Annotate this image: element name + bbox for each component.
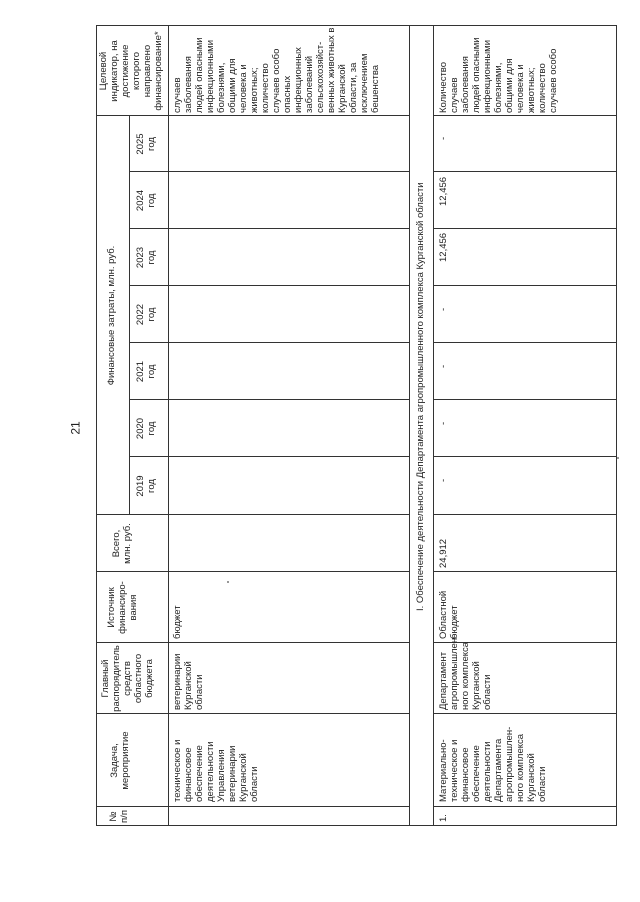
header-costs: Финансовые затраты, млн. руб. xyxy=(106,245,117,386)
header-total: Всего, млн. руб. xyxy=(111,523,133,564)
row2-distributor: Департамент агропромышлен- ного комплекса Курганской области xyxy=(438,634,493,710)
header-target: Целевой индикатор, на достижение которого направлено финансирование* xyxy=(98,31,164,111)
table-top-border xyxy=(96,25,97,826)
row2-year-2024: 12,456 xyxy=(438,176,449,206)
row2-year-2020: - xyxy=(438,421,449,425)
col-2023-right-border xyxy=(129,228,409,229)
header-year-2020: 2020 год xyxy=(135,417,157,440)
header-year-2019: 2019 год xyxy=(135,475,157,497)
header-num: № п/п xyxy=(108,810,130,823)
row2-year-2023: 12,456 xyxy=(438,232,449,262)
col-2020-right-border xyxy=(129,399,409,400)
header-year-2021: 2021 год xyxy=(135,360,157,383)
row2-year-2022: - xyxy=(438,307,449,311)
header-year-2022: 2022 год xyxy=(135,303,157,326)
header-task: Задача, мероприятие xyxy=(109,731,131,790)
col-2019-right-border xyxy=(129,456,409,457)
col-source-right-border-lower xyxy=(433,571,616,572)
section-bottom-border xyxy=(433,25,434,826)
col-2021-right-border-lower xyxy=(433,342,616,343)
row2-year-2019: - xyxy=(438,478,449,482)
row2-year-2025: - xyxy=(438,136,449,140)
header-source: Источник финансиро- вания xyxy=(106,581,139,634)
col-total-right-border-lower xyxy=(433,514,616,515)
header-year-2023: 2023 год xyxy=(135,246,157,269)
row1-distributor: ветеринарии Курганской области xyxy=(172,653,205,710)
col-2024-right-border-lower xyxy=(433,171,616,172)
section-title: I. Обеспечение деятельности Департамента агропромышленного комплекса Курганской области xyxy=(415,182,426,611)
row2-target: Количество случаев заболевания людей опасными инфекционными болезнями, общими для человека и животных; количество случаев особо xyxy=(438,37,559,113)
table-bottom-border xyxy=(616,25,617,826)
table-landscape xyxy=(96,26,616,826)
row2-year-2021: - xyxy=(438,364,449,368)
col-2019-right-border-lower xyxy=(433,456,616,457)
header-year-2025: 2025 год xyxy=(135,133,157,155)
header-bottom-border xyxy=(168,25,169,826)
header-year-2024: 2024 год xyxy=(135,189,157,212)
col-2021-right-border xyxy=(129,342,409,343)
table-left-border xyxy=(96,825,616,826)
table-right-border xyxy=(96,25,616,26)
row1-source: бюджет xyxy=(172,605,183,639)
col-2025-right-border-lower xyxy=(433,115,616,116)
row1-task: техническое и финансовое обеспечение деятельности Управления ветеринарии Курганской области xyxy=(172,739,260,802)
col-task-right-border-lower xyxy=(433,713,616,714)
row2-source: Областной бюджет xyxy=(438,590,460,639)
header-distributor: Главный распорядитель средств областного бюджета xyxy=(100,645,155,712)
col-2024-right-border xyxy=(129,171,409,172)
scan-speck xyxy=(617,457,619,459)
row2-task: Материально- техническое и финансовое обеспечение деятельности Департамента агропромышлен- ного комплекса Курганской области xyxy=(438,726,548,802)
col-2020-right-border-lower xyxy=(433,399,616,400)
col-2022-right-border xyxy=(129,285,409,286)
col-2023-right-border-lower xyxy=(433,228,616,229)
col-source-right-border xyxy=(96,571,409,572)
row2-num: 1. xyxy=(438,814,449,822)
scan-speck xyxy=(227,581,229,583)
section-top-border xyxy=(409,25,410,826)
col-num-right-border xyxy=(96,806,409,807)
col-2022-right-border-lower xyxy=(433,285,616,286)
page-number: 21 xyxy=(68,421,83,435)
row2-total: 24,912 xyxy=(438,538,449,568)
row1-target: случаев заболевания людей опасными инфекционными болезнями, общими для человека и животных; количество случаев особо опасных инфекционных заболеваний сельскохозяйст- венных животных в Курганской области, за исключением бешенства xyxy=(172,27,381,113)
col-num-right-border-lower xyxy=(433,806,616,807)
